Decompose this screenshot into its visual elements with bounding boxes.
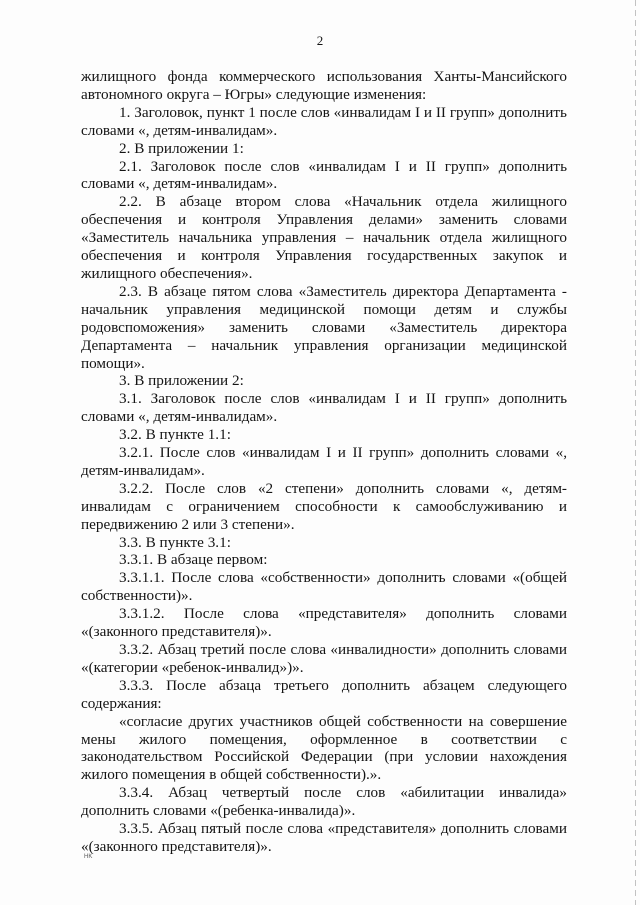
- paragraph: 3.2.1. После слов «инвалидам I и II групп» дополнить словами «, детям-инвалидам».: [81, 444, 567, 479]
- paragraph: 3.3.2. Абзац третий после слова «инвалидности» дополнить словами «(категории «ребенок-инвалид»)».: [81, 641, 567, 676]
- paragraph: 2.2. В абзаце втором слова «Начальник отдела жилищного обеспечения и контроля Управления делами» заменить словами «Заместитель начальника управления – начальник отдела жилищного обеспечения и контроля Управления государственных закупок и жилищного обеспечения».: [81, 193, 567, 282]
- paragraph: жилищного фонда коммерческого использования Ханты-Мансийского автономного округа – Югры» следующие изменения:: [81, 68, 567, 103]
- paragraph: 3.3.1.1. После слова «собственности» дополнить словами «(общей собственности)».: [81, 569, 567, 605]
- paragraph: 3.2.2. После слов «2 степени» дополнить словами «, детям-инвалидам с ограничением способности к самообслуживанию и передвижению 2 или 3 степени».: [81, 479, 567, 533]
- document-body: [81, 68, 567, 856]
- paragraph: 1. Заголовок, пункт 1 после слов «инвалидам I и II групп» дополнить словами «, детям-инвалидам».: [81, 103, 567, 139]
- paragraph: 3.1. Заголовок после слов «инвалидам I и II групп» дополнить словами «, детям-инвалидам».: [81, 390, 567, 426]
- paragraph: 3.2. В пункте 1.1:: [119, 426, 231, 444]
- paragraph: «согласие других участников общей собственности на совершение мены жилого помещения, оформленное в соответствии с законодательством Российской Федерации (при условии нахождения жилого помещения в общей собственности).».: [81, 712, 567, 784]
- paragraph: 3.3.1. В абзаце первом:: [119, 551, 268, 569]
- paragraph: 3. В приложении 2:: [119, 372, 244, 390]
- paragraph: 3.3.3. После абзаца третьего дополнить абзацем следующего содержания:: [81, 676, 567, 712]
- paragraph: 3.3. В пункте 3.1:: [119, 533, 231, 551]
- footer-mark: HK: [84, 854, 93, 860]
- paragraph: 2. В приложении 1:: [119, 139, 244, 157]
- paragraph: 3.3.5. Абзац пятый после слова «представителя» дополнить словами «(законного представителя)».: [81, 820, 567, 855]
- paragraph: 3.3.4. Абзац четвертый после слов «абилитации инвалида» дополнить словами «(ребенка-инвалида)».: [81, 784, 567, 820]
- page-number: 2: [316, 33, 324, 48]
- paragraph: 3.3.1.2. После слова «представителя» дополнить словами «(законного представителя)».: [81, 605, 567, 641]
- paragraph: 2.3. В абзаце пятом слова «Заместитель директора Департамента - начальник управления медицинской помощи детям и службы родовспоможения» заменить словами «Заместитель директора Департамента – начальник управления организации медицинской помощи».: [81, 282, 567, 372]
- scan-edge: [635, 0, 636, 905]
- paragraph: 2.1. Заголовок после слов «инвалидам I и II групп» дополнить словами «, детям-инвалидам».: [81, 157, 567, 193]
